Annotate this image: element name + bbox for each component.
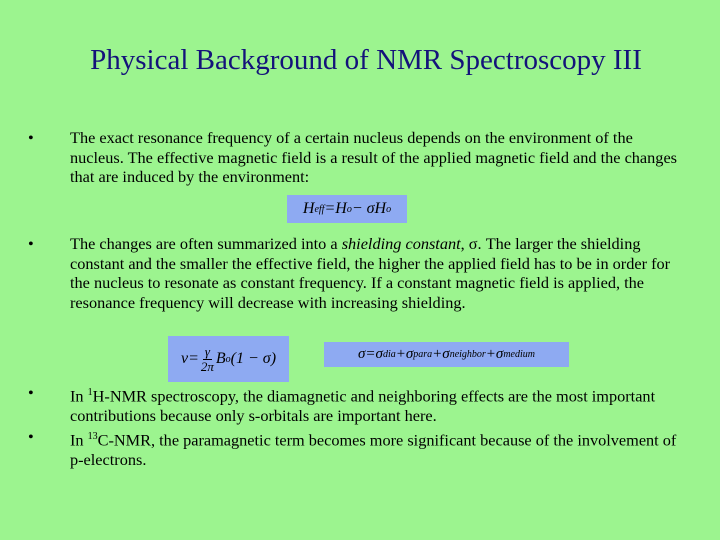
text-span: H-NMR spectroscopy, the diamagnetic and neighboring effects are the most important contributions because only s-orbitals are important here. xyxy=(70,386,656,426)
text-span: In xyxy=(70,386,88,406)
eq-operator: = xyxy=(324,200,336,217)
text-span: C-NMR, the paramagnetic term becomes more significant because of the involvement of p-electrons. xyxy=(70,430,677,470)
eq-symbol: H xyxy=(374,200,387,217)
eq-term: (1 − σ) xyxy=(230,350,277,367)
isotope-superscript: 1 xyxy=(87,387,93,398)
eq-denominator: 2π xyxy=(200,358,214,374)
text-span: , σ. The larger the shielding constant and the smaller the effective field, the higher the applied field has to be in order for the nucleus to resonate as constant frequency. If a constant magnetic field is applied, the resonance frequency will decrease with increasing shielding. xyxy=(70,234,671,312)
bullet-text xyxy=(70,427,688,470)
eq-numerator: γ xyxy=(204,343,210,359)
text-span: The changes are often summarized into a xyxy=(70,234,342,253)
bullet-item-1 xyxy=(28,128,688,187)
eq-fraction xyxy=(201,345,214,374)
eq-symbol: σ xyxy=(495,346,504,362)
eq-symbol: H xyxy=(335,200,347,217)
eq-symbol: B xyxy=(215,350,226,367)
eq-subscript: neighbor xyxy=(449,349,486,360)
equation-shielding-sum xyxy=(324,342,569,367)
eq-subscript: dia xyxy=(382,349,396,360)
eq-operator: − σ xyxy=(351,200,375,217)
text-span: In xyxy=(70,430,88,450)
eq-subscript: eff xyxy=(314,203,325,215)
equation-h-eff xyxy=(287,195,407,223)
eq-operator: + xyxy=(432,346,443,362)
eq-symbol: σ xyxy=(405,346,414,362)
eq-subscript: o xyxy=(346,203,352,215)
bullet-dot: • xyxy=(28,128,34,147)
slide-title: Physical Background of NMR Spectroscopy III xyxy=(90,44,642,76)
bullet-dot: • xyxy=(28,234,34,253)
bullet-dot: • xyxy=(28,383,34,402)
eq-symbol: σ xyxy=(358,346,366,362)
eq-subscript: medium xyxy=(503,349,535,360)
bullet-item-4 xyxy=(28,427,688,470)
shielding-constant-term: shielding constant xyxy=(341,234,461,253)
bullet-text xyxy=(70,383,688,426)
eq-operator: + xyxy=(485,346,496,362)
bullet-item-3 xyxy=(28,383,688,426)
eq-subscript: o xyxy=(386,203,392,215)
eq-symbol: σ xyxy=(442,346,450,362)
eq-operator: = xyxy=(188,350,199,367)
equation-resonance-frequency xyxy=(168,336,289,382)
eq-symbol: H xyxy=(302,200,315,217)
eq-subscript: o xyxy=(225,353,231,365)
bullet-text: The exact resonance frequency of a certain nucleus depends on the environment of the nucleus. The effective magnetic field is a result of the applied magnetic field and the changes that are induced by the environment: xyxy=(70,128,678,187)
eq-symbol: ν xyxy=(180,350,189,367)
eq-operator: = xyxy=(365,346,376,362)
eq-symbol: σ xyxy=(375,346,383,362)
bullet-dot: • xyxy=(28,427,34,446)
bullet-item-2 xyxy=(28,234,688,312)
isotope-superscript: 13 xyxy=(87,431,98,442)
bullet-text xyxy=(70,234,688,312)
eq-subscript: para xyxy=(413,349,433,360)
eq-operator: + xyxy=(395,346,406,362)
